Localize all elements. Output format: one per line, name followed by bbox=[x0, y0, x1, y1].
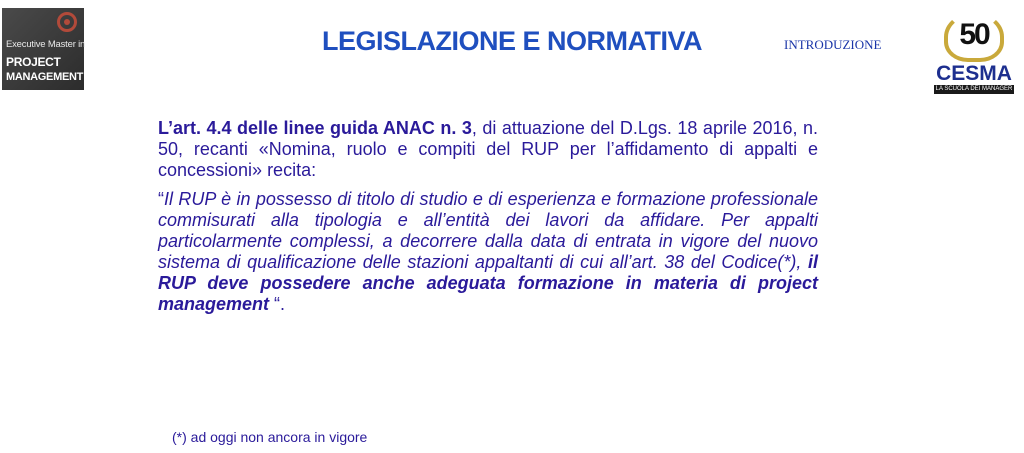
open-quote: “ bbox=[158, 189, 164, 209]
main-content bbox=[158, 118, 818, 315]
intro-paragraph bbox=[158, 118, 818, 181]
close-quote: “. bbox=[269, 294, 286, 314]
logo-left-line2: PROJECT bbox=[6, 55, 61, 69]
cesma-tagline: LA SCUOLA DEI MANAGER bbox=[935, 86, 1013, 92]
page-title: LEGISLAZIONE E NORMATIVA bbox=[321, 26, 702, 56]
quote-bold: il RUP deve possedere anche adeguata formazione in materia di project management bbox=[158, 252, 818, 314]
intro-rest: , di attuazione del D.Lgs. 18 aprile 2016, n. 50, recanti «Nomina, ruolo e compiti del RUP per l’affidamento di appalti e concessioni» recita: bbox=[158, 118, 818, 180]
cesma-brand: CESMA bbox=[936, 62, 1012, 85]
quote-text: Il RUP è in possesso di titolo di studio e di esperienza e formazione professionale commisurati alla tipologia e all’entità dei lavori da affidare. Per appalti particolarmente complessi, a decorrere dalla data di entrata in vigore del nuovo sistema di qualificazione delle stazioni appaltanti di cui all’art. 38 del Codice(*), bbox=[158, 189, 818, 272]
quote-paragraph bbox=[158, 189, 818, 315]
intro-bold: L’art. 4.4 delle linee guida ANAC n. 3 bbox=[158, 118, 472, 138]
logo-left-line3: MANAGEMENT bbox=[6, 71, 84, 83]
logo-left-line1: Executive Master in bbox=[6, 39, 86, 50]
footnote: (*) ad oggi non ancora in vigore bbox=[172, 429, 368, 445]
cesma-logo bbox=[928, 12, 1020, 94]
section-label: INTRODUZIONE bbox=[784, 37, 882, 52]
anniversary-number: 50 bbox=[959, 18, 989, 51]
